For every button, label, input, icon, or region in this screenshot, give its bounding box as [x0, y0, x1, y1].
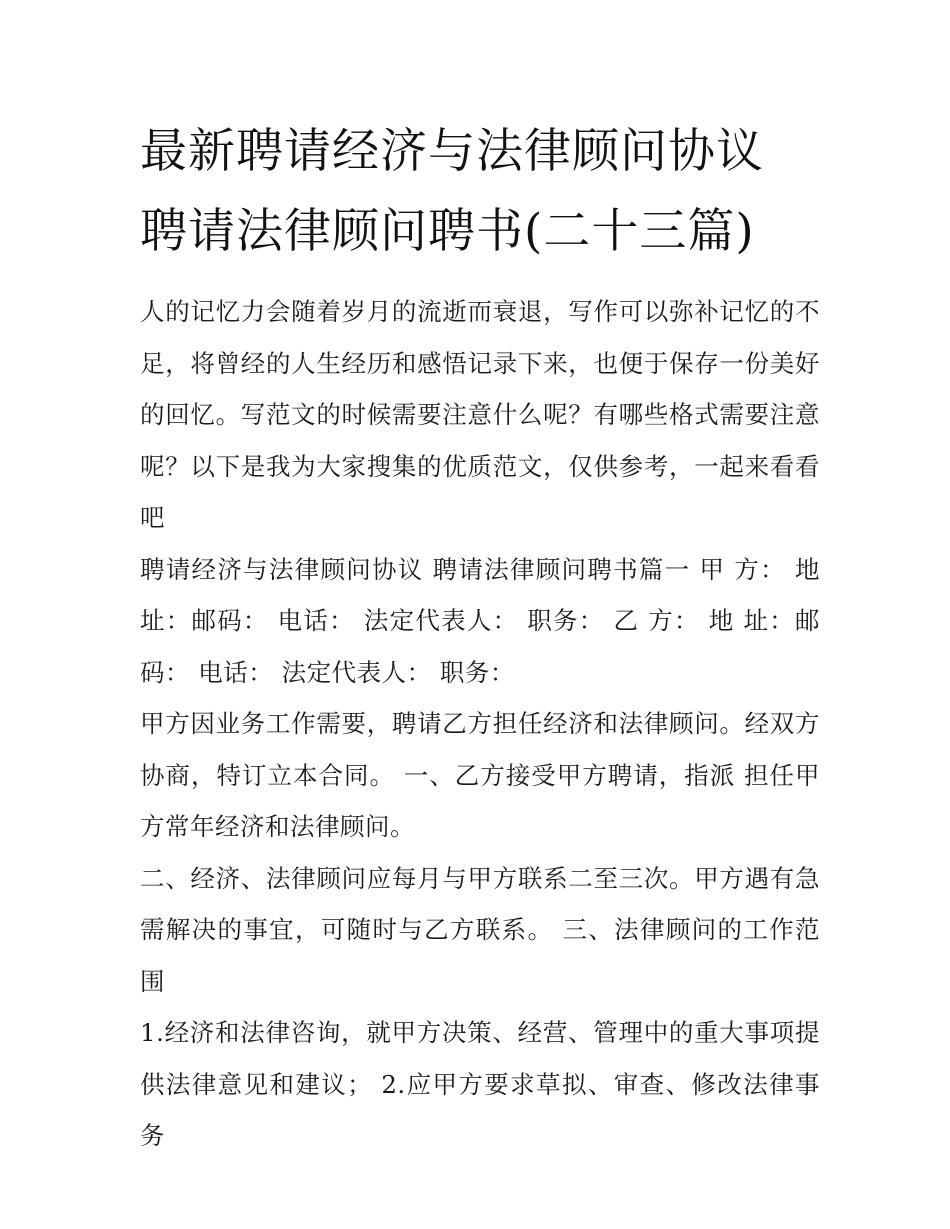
intro-paragraph: 人的记忆力会随着岁月的流逝而衰退，写作可以弥补记忆的不足，将曾经的人生经历和感悟记录下来，也便于保存一份美好的回忆。写范文的时候需要注意什么呢？有哪些格式需要注意呢？以下是我为大家搜集的优质范文，仅供参考，一起来看看吧 — [140, 297, 820, 532]
document-title — [140, 112, 820, 272]
scope-paragraph: 1.经济和法律咨询，就甲方决策、经营、管理中的重大事项提供法律意见和建议； 2.应甲方要求草拟、审查、修改法律事务 — [140, 1018, 820, 1150]
title-line-1: 最新聘请经济与法律顾问协议 — [140, 124, 764, 179]
title-line-2: 聘请法律顾问聘书(二十三篇) — [140, 204, 755, 259]
document-page — [140, 112, 820, 1162]
clause-one-paragraph: 甲方因业务工作需要，聘请乙方担任经济和法律顾问。经双方协商，特订立本合同。 一、乙方接受甲方聘请，指派 担任甲方常年经济和法律顾问。 — [140, 709, 820, 841]
parties-paragraph: 聘请经济与法律顾问协议 聘请法律顾问聘书篇一 甲 方： 地址：邮码： 电话： 法定代表人： 职务： 乙 方： 地 址：邮码： 电话： 法定代表人： 职务： — [140, 554, 820, 687]
clause-two-paragraph: 二、经济、法律顾问应每月与甲方联系二至三次。甲方遇有急需解决的事宜，可随时与乙方联系。 三、法律顾问的工作范围 — [140, 863, 820, 996]
